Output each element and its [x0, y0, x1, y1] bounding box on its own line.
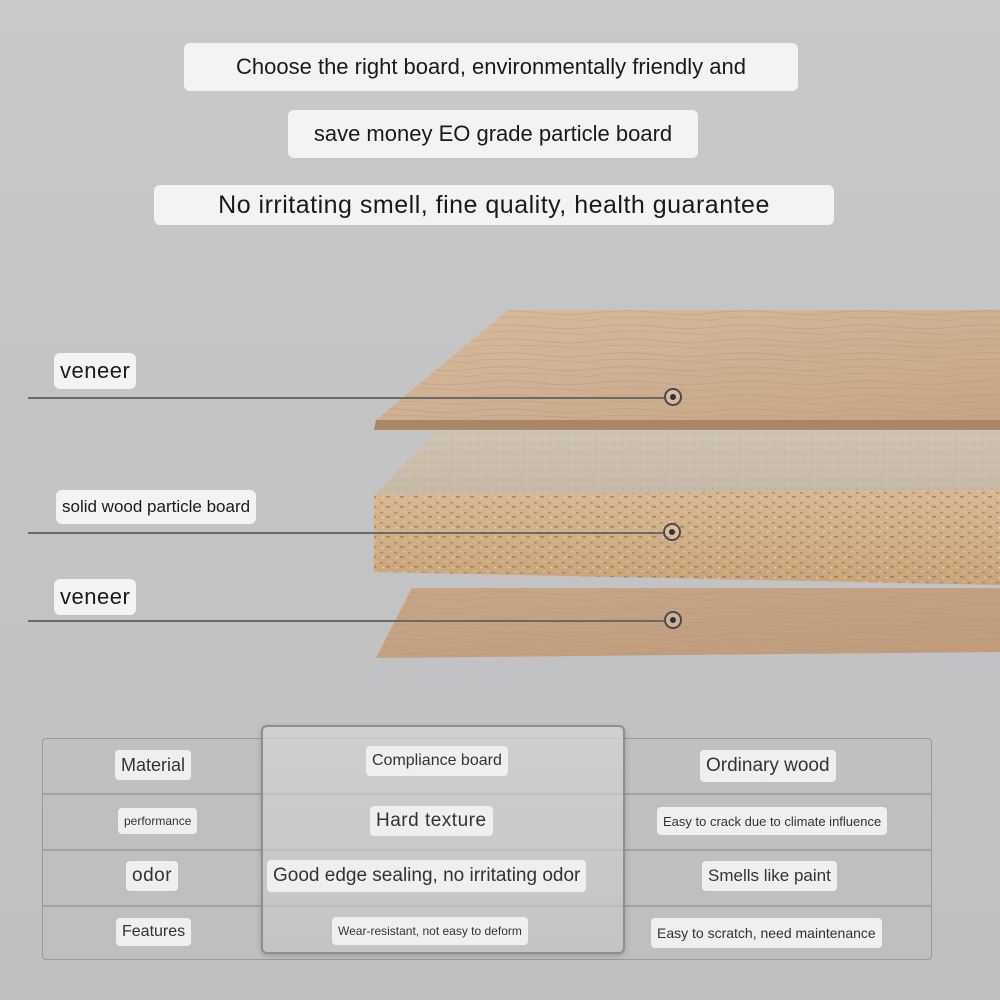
- marker-bottom: [664, 611, 682, 629]
- compliance-cell-odor: Good edge sealing, no irritating odor: [267, 860, 586, 892]
- leader-line-bottom: [28, 620, 664, 622]
- label-veneer-bottom: veneer: [54, 579, 136, 615]
- label-particle-board: solid wood particle board: [56, 490, 256, 524]
- ordinary-cell-odor: Smells like paint: [702, 861, 837, 891]
- ordinary-cell-features: Easy to scratch, need maintenance: [651, 918, 882, 948]
- compliance-cell-material: Compliance board: [366, 746, 508, 776]
- compliance-cell-performance: Hard texture: [370, 806, 493, 836]
- headline-line-2: save money EO grade particle board: [288, 110, 698, 158]
- label-veneer-top: veneer: [54, 353, 136, 389]
- marker-top: [664, 388, 682, 406]
- ordinary-cell-performance: Easy to crack due to climate influence: [657, 807, 887, 835]
- compliance-cell-features: Wear-resistant, not easy to deform: [332, 917, 528, 945]
- row-label-performance: performance: [118, 808, 197, 834]
- headline-line-3: No irritating smell, fine quality, health guarantee: [154, 185, 834, 225]
- ordinary-cell-material: Ordinary wood: [700, 750, 836, 782]
- marker-middle: [663, 523, 681, 541]
- row-label-features: Features: [116, 918, 191, 946]
- leader-line-top: [28, 397, 664, 399]
- row-label-material: Material: [115, 750, 191, 780]
- headline-line-1: Choose the right board, environmentally friendly and: [184, 43, 798, 91]
- leader-line-middle: [28, 532, 663, 534]
- row-label-odor: odor: [126, 861, 178, 891]
